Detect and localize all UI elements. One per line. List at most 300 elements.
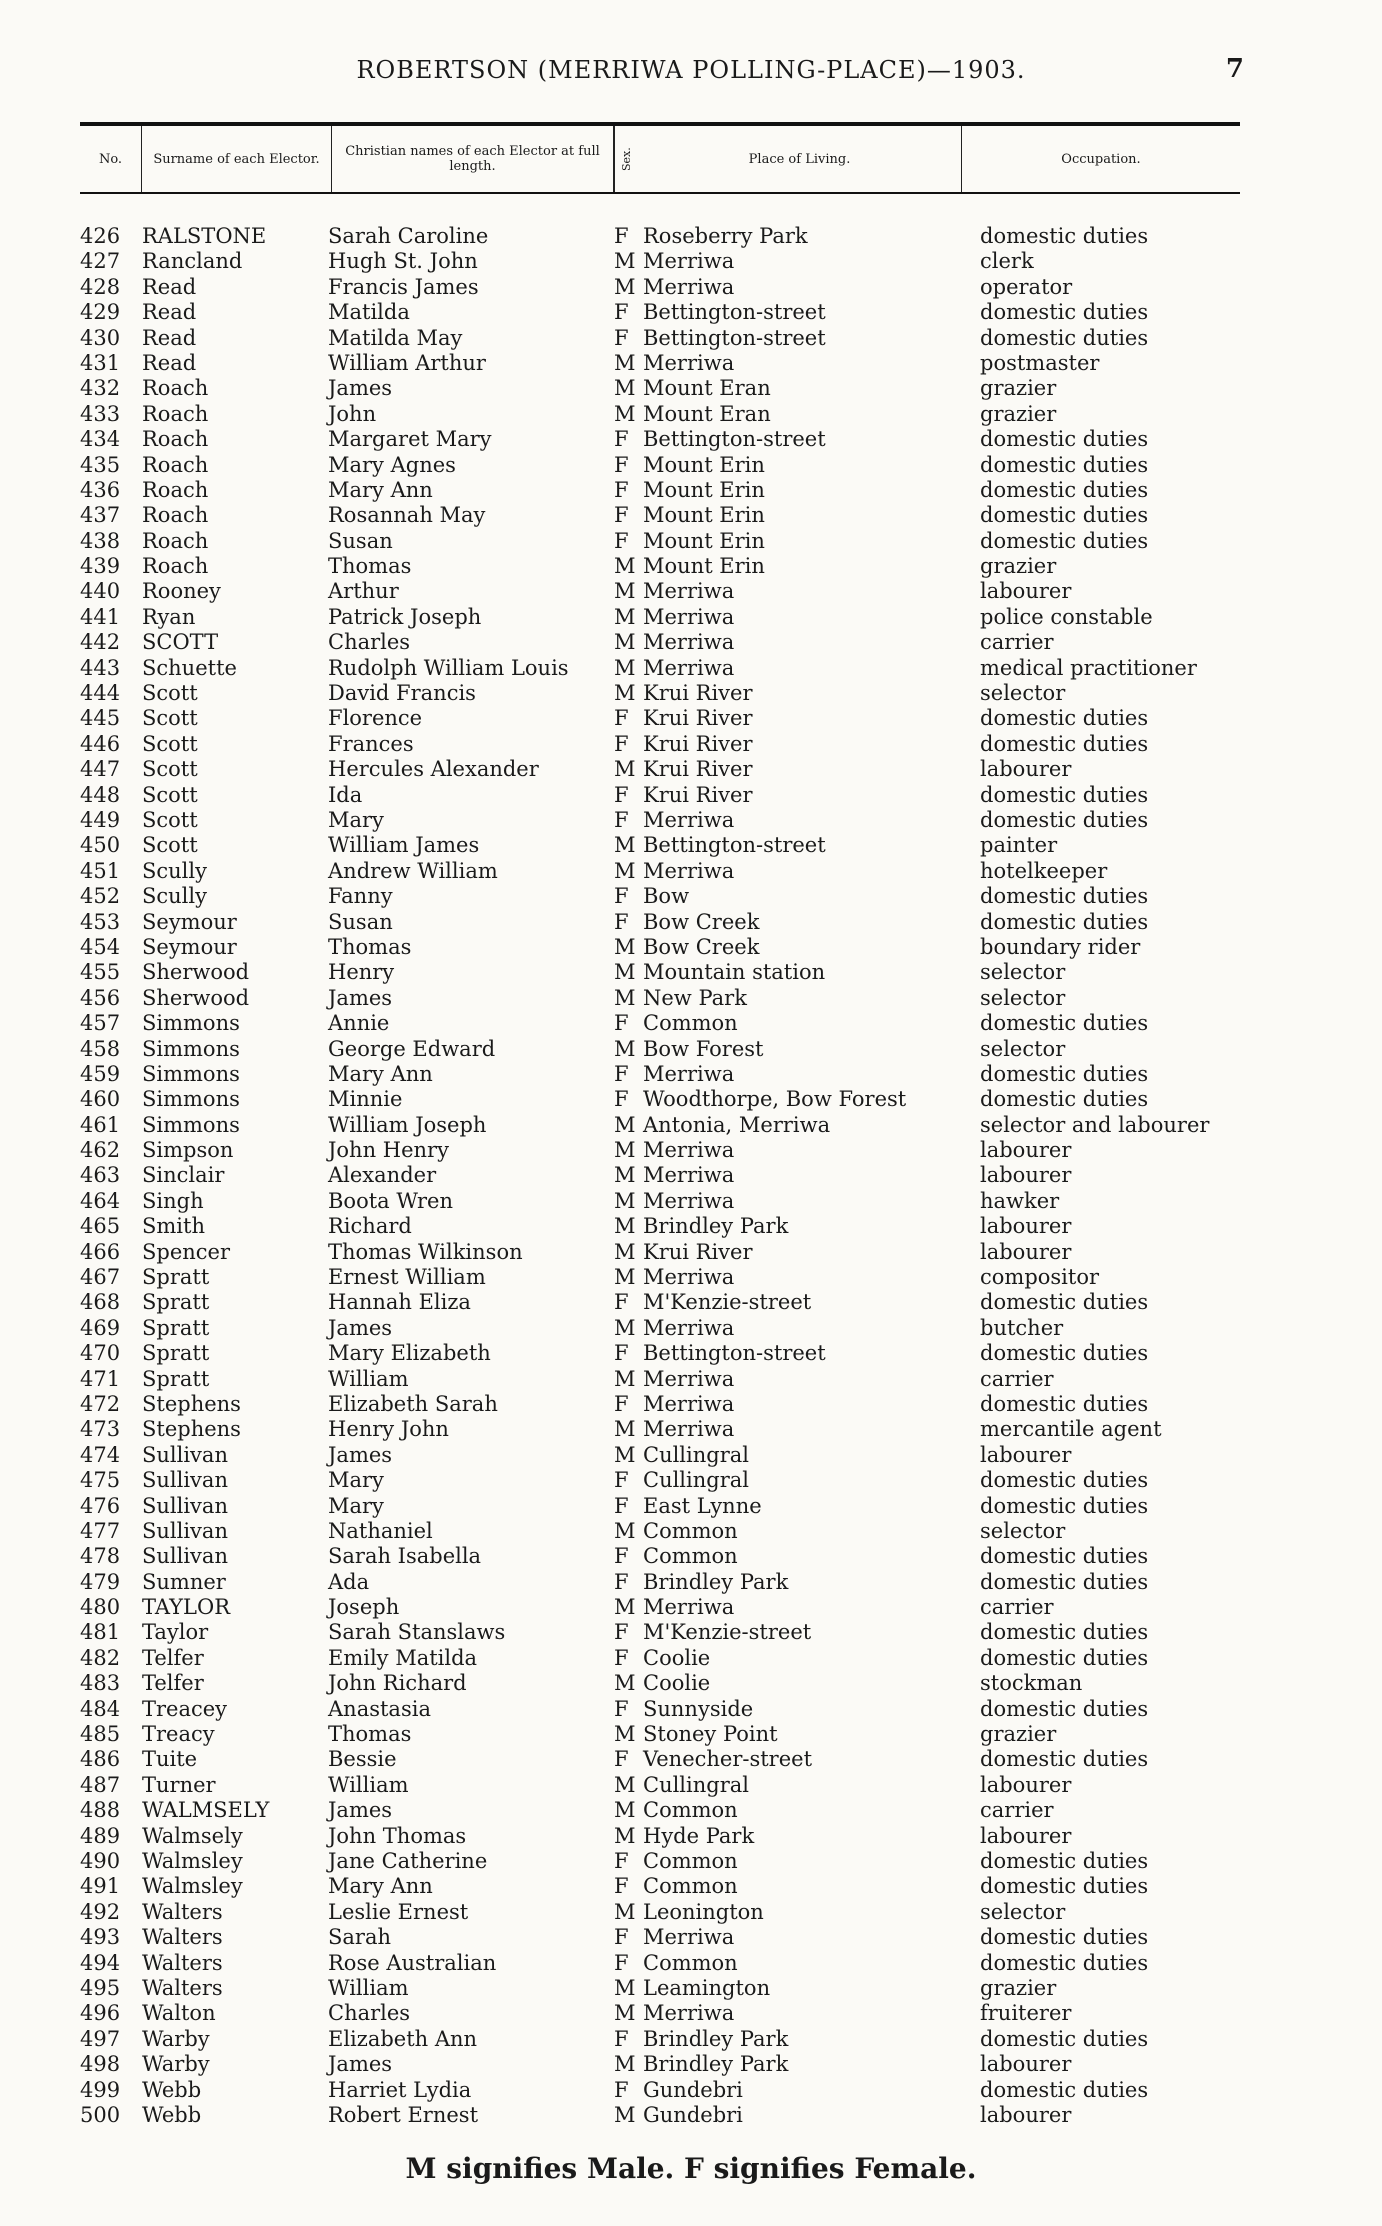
elector-christian-names: Henry John [328,1417,449,1442]
table-row [80,757,1260,782]
elector-surname: Read [142,300,197,325]
elector-christian-names: Matilda [328,300,410,325]
elector-surname: Warby [142,2026,210,2051]
elector-place: Merriwa [643,1417,735,1442]
elector-sex: M [614,1975,636,2000]
elector-surname: Spratt [142,1265,210,1290]
elector-christian-names: James [328,376,393,401]
elector-occupation: hotelkeeper [980,858,1108,883]
elector-number: 486 [80,1747,121,1772]
elector-sex: M [614,985,636,1010]
elector-occupation: selector and labourer [980,1112,1210,1137]
elector-number: 432 [80,376,121,401]
elector-christian-names: Thomas [328,1722,412,1747]
elector-number: 434 [80,427,121,452]
elector-place: Stoney Point [643,1722,778,1747]
elector-occupation: selector [980,985,1066,1010]
elector-occupation: domestic duties [980,2026,1149,2051]
table-row [80,1443,1260,1468]
table-row [80,935,1260,960]
elector-number: 472 [80,1391,121,1416]
table-row [80,681,1260,706]
column-header-place: Place of Living. [638,126,962,192]
elector-place: Merriwa [643,807,735,832]
elector-surname: Ryan [142,604,196,629]
elector-number: 464 [80,1188,121,1213]
elector-surname: Webb [142,2102,202,2127]
elector-christian-names: Matilda May [328,325,463,350]
elector-surname: Stephens [142,1417,241,1442]
elector-occupation: labourer [980,579,1072,604]
elector-number: 467 [80,1265,121,1290]
elector-occupation: stockman [980,1671,1083,1696]
table-row [80,1595,1260,1620]
elector-christian-names: Elizabeth Ann [328,2026,478,2051]
elector-surname: Walters [142,1925,223,1950]
elector-sex: M [614,681,636,706]
elector-christian-names: Hercules Alexander [328,757,539,782]
elector-sex: F [614,1290,629,1315]
elector-occupation: domestic duties [980,1544,1149,1569]
elector-surname: Roach [142,477,209,502]
elector-sex: M [614,604,636,629]
elector-christian-names: William [328,1975,409,2000]
elector-sex: F [614,2026,629,2051]
elector-number: 484 [80,1696,121,1721]
elector-christian-names: Hannah Eliza [328,1290,471,1315]
elector-place: Merriwa [643,1265,735,1290]
elector-occupation: mercantile agent [980,1417,1162,1442]
elector-sex: M [614,1442,636,1467]
elector-number: 442 [80,630,121,655]
elector-surname: Roach [142,452,209,477]
elector-surname: Scully [142,858,207,883]
elector-christian-names: Fanny [328,884,393,909]
elector-sex: M [614,249,636,274]
elector-number: 447 [80,757,121,782]
elector-number: 498 [80,2052,121,2077]
elector-place: Brindley Park [643,2052,789,2077]
elector-place: Merriwa [643,1188,735,1213]
elector-surname: Sherwood [142,960,250,985]
elector-surname: Schuette [142,655,237,680]
elector-number: 492 [80,1899,121,1924]
elector-occupation: domestic duties [980,1849,1149,1873]
table-row [80,960,1260,985]
elector-place: Krui River [643,681,753,706]
elector-sex: M [614,934,636,959]
elector-occupation: labourer [980,1823,1072,1848]
elector-place: Mountain station [643,960,826,985]
elector-occupation: domestic duties [980,1645,1149,1670]
elector-place: Merriwa [643,858,735,883]
elector-surname: Tuite [142,1747,198,1772]
elector-christian-names: William Arthur [328,350,486,375]
elector-occupation: carrier [980,1595,1054,1620]
elector-surname: Treacy [142,1722,215,1747]
elector-place: Common [643,1011,738,1036]
elector-sex: M [614,1722,636,1747]
elector-occupation: domestic duties [980,1696,1149,1721]
elector-surname: Scott [142,681,198,706]
table-row [80,249,1260,274]
table-row [80,1240,1260,1265]
elector-number: 499 [80,2077,121,2102]
elector-sex: F [614,2077,629,2102]
elector-place: Krui River [643,731,753,756]
elector-sex: F [614,1874,629,1899]
elector-occupation: domestic duties [980,1747,1149,1772]
elector-place: Venecher-street [643,1747,813,1772]
elector-christian-names: Mary Ann [328,1874,433,1899]
elector-place: Merriwa [643,2001,735,2026]
elector-place: Coolie [643,1645,711,1670]
elector-christian-names: John Richard [328,1671,467,1696]
elector-surname: Sumner [142,1569,226,1594]
table-row [80,1341,1260,1366]
elector-surname: Sullivan [142,1544,228,1569]
elector-sex: F [614,1925,629,1950]
elector-christian-names: Alexander [328,1163,437,1188]
elector-number: 428 [80,274,121,299]
elector-christian-names: Thomas [328,934,412,959]
elector-surname: Roach [142,427,209,452]
elector-sex: F [614,427,629,452]
elector-occupation: grazier [980,1722,1057,1747]
elector-list [80,224,1260,2128]
elector-place: Bow [643,884,690,909]
elector-christian-names: Florence [328,706,423,731]
elector-place: Merriwa [643,350,735,375]
elector-christian-names: Hugh St. John [328,249,478,274]
elector-number: 500 [80,2102,121,2127]
elector-place: Mount Erin [643,528,765,553]
elector-number: 488 [80,1798,121,1823]
elector-christian-names: Susan [328,528,393,553]
table-row [80,1646,1260,1671]
elector-surname: Spratt [142,1341,210,1366]
elector-place: Woodthorpe, Bow Forest [643,1087,907,1112]
table-row [80,2001,1260,2026]
elector-number: 441 [80,604,121,629]
elector-christian-names: Charles [328,630,411,655]
elector-sex: M [614,1417,636,1442]
elector-sex: M [614,1214,636,1239]
table-row [80,1113,1260,1138]
elector-sex: F [614,224,629,248]
elector-number: 470 [80,1341,121,1366]
elector-number: 468 [80,1290,121,1315]
elector-occupation: labourer [980,757,1072,782]
elector-number: 495 [80,1975,121,2000]
elector-place: Brindley Park [643,2026,789,2051]
elector-number: 487 [80,1772,121,1797]
elector-place: Bettington-street [643,1341,826,1366]
elector-number: 444 [80,681,121,706]
elector-surname: Read [142,274,197,299]
elector-place: Merriwa [643,1061,735,1086]
table-row [80,1925,1260,1950]
elector-number: 479 [80,1569,121,1594]
elector-surname: Scott [142,807,198,832]
elector-surname: Scott [142,782,198,807]
elector-occupation: fruiterer [980,2001,1072,2026]
elector-christian-names: Mary Elizabeth [328,1341,491,1366]
table-row [80,427,1260,452]
table-row [80,1697,1260,1722]
elector-surname: Spratt [142,1366,210,1391]
page-header [0,52,1382,92]
elector-sex: F [614,1544,629,1569]
elector-place: Common [643,1544,738,1569]
table-row [80,1722,1260,1747]
column-header-surname: Surname of each Elector. [142,126,332,192]
elector-surname: Taylor [142,1620,209,1645]
elector-surname: RALSTONE [142,224,267,248]
elector-christian-names: Leslie Ernest [328,1899,469,1924]
page-title: ROBERTSON (MERRIWA POLLING-PLACE)—1903. [356,56,1026,84]
table-row [80,1519,1260,1544]
elector-occupation: domestic duties [980,528,1149,553]
column-header-christian-names: Christian names of each Elector at full length. [332,126,614,192]
elector-sex: M [614,2052,636,2077]
elector-surname: Scully [142,884,207,909]
table-row [80,1417,1260,1442]
table-row [80,859,1260,884]
table-row [80,2027,1260,2052]
elector-number: 478 [80,1544,121,1569]
elector-occupation: labourer [980,2102,1072,2127]
elector-number: 476 [80,1493,121,1518]
table-row [80,326,1260,351]
elector-sex: M [614,350,636,375]
table-row [80,351,1260,376]
elector-number: 427 [80,249,121,274]
elector-surname: Treacey [142,1696,228,1721]
elector-place: Krui River [643,1239,753,1264]
elector-surname: Spratt [142,1290,210,1315]
elector-christian-names: Frances [328,731,414,756]
elector-occupation: carrier [980,1366,1054,1391]
elector-place: East Lynne [643,1493,762,1518]
elector-number: 497 [80,2026,121,2051]
elector-number: 450 [80,833,121,858]
elector-surname: Simmons [142,1112,240,1137]
elector-number: 449 [80,807,121,832]
elector-sex: M [614,1112,636,1137]
elector-number: 456 [80,985,121,1010]
table-row [80,783,1260,808]
elector-number: 436 [80,477,121,502]
elector-occupation: carrier [980,1798,1054,1823]
elector-place: Merriwa [643,1595,735,1620]
elector-place: Mount Erin [643,503,765,528]
table-row [80,1671,1260,1696]
elector-number: 481 [80,1620,121,1645]
elector-christian-names: Ida [328,782,363,807]
elector-sex: F [614,909,629,934]
elector-number: 440 [80,579,121,604]
elector-occupation: domestic duties [980,325,1149,350]
elector-number: 453 [80,909,121,934]
table-row [80,554,1260,579]
elector-occupation: labourer [980,2052,1072,2077]
elector-christian-names: William [328,1772,409,1797]
elector-surname: Walmsely [142,1823,243,1848]
elector-number: 435 [80,452,121,477]
elector-surname: Walton [142,2001,216,2026]
elector-sex: F [614,1468,629,1493]
elector-occupation: clerk [980,249,1034,274]
elector-occupation: selector [980,1036,1066,1061]
elector-number: 469 [80,1315,121,1340]
elector-sex: F [614,1569,629,1594]
elector-christian-names: James [328,1315,393,1340]
elector-sex: M [614,2102,636,2127]
elector-christian-names: James [328,985,393,1010]
elector-sex: F [614,503,629,528]
elector-christian-names: Henry [328,960,395,985]
table-row [80,1392,1260,1417]
elector-christian-names: Joseph [328,1595,400,1620]
elector-surname: Simmons [142,1011,240,1036]
elector-sex: M [614,833,636,858]
elector-christian-names: William James [328,833,480,858]
elector-sex: M [614,655,636,680]
elector-number: 457 [80,1011,121,1036]
elector-occupation: hawker [980,1188,1060,1213]
elector-surname: WALMSELY [142,1798,270,1823]
elector-sex: M [614,757,636,782]
elector-place: Hyde Park [643,1823,755,1848]
elector-number: 426 [80,224,121,248]
elector-surname: Scott [142,757,198,782]
elector-place: Bow Forest [643,1036,764,1061]
elector-christian-names: Francis James [328,274,479,299]
elector-place: Leamington [643,1975,771,2000]
table-row [80,1290,1260,1315]
elector-number: 490 [80,1849,121,1873]
elector-sex: F [614,706,629,731]
elector-occupation: postmaster [980,350,1100,375]
elector-christian-names: Thomas [328,554,412,579]
elector-place: Bettington-street [643,833,826,858]
elector-occupation: domestic duties [980,1950,1149,1975]
table-row [80,1367,1260,1392]
elector-sex: M [614,1265,636,1290]
elector-surname: Walmsley [142,1849,243,1873]
table-row [80,1468,1260,1493]
elector-christian-names: David Francis [328,681,476,706]
elector-christian-names: Margaret Mary [328,427,492,452]
elector-occupation: labourer [980,1772,1072,1797]
table-row [80,503,1260,528]
elector-surname: Read [142,325,197,350]
elector-surname: Singh [142,1188,204,1213]
table-row [80,2103,1260,2128]
elector-place: M'Kenzie-street [643,1290,812,1315]
elector-sex: F [614,325,629,350]
elector-occupation: domestic duties [980,782,1149,807]
elector-place: Bettington-street [643,300,826,325]
elector-christian-names: Emily Matilda [328,1645,478,1670]
elector-sex: F [614,1011,629,1036]
elector-number: 451 [80,858,121,883]
elector-sex: F [614,300,629,325]
elector-number: 445 [80,706,121,731]
column-header-occupation: Occupation. [1061,151,1141,167]
table-row [80,910,1260,935]
elector-sex: M [614,1772,636,1797]
elector-christian-names: Arthur [328,579,399,604]
elector-number: 460 [80,1087,121,1112]
table-row [80,2078,1260,2103]
elector-occupation: medical practitioner [980,655,1197,680]
elector-surname: Seymour [142,934,237,959]
elector-number: 466 [80,1239,121,1264]
elector-number: 431 [80,350,121,375]
table-row [80,478,1260,503]
elector-christian-names: Elizabeth Sarah [328,1391,498,1416]
table-row [80,1316,1260,1341]
elector-christian-names: Sarah Isabella [328,1544,482,1569]
table-row [80,1265,1260,1290]
elector-place: Merriwa [643,274,735,299]
table-row [80,1163,1260,1188]
elector-christian-names: Charles [328,2001,411,2026]
elector-surname: Rooney [142,579,221,604]
elector-christian-names: Ada [328,1569,370,1594]
table-row [80,706,1260,731]
sex-legend-note: M signifies Male. F signifies Female. [405,2152,977,2185]
elector-christian-names: Minnie [328,1087,403,1112]
elector-surname: Roach [142,401,209,426]
elector-christian-names: Rosannah May [328,503,486,528]
elector-surname: Sinclair [142,1163,225,1188]
table-row [80,376,1260,401]
elector-place: Cullingral [643,1772,749,1797]
elector-place: Common [643,1849,738,1873]
elector-surname: Simmons [142,1061,240,1086]
elector-sex: F [614,1645,629,1670]
elector-occupation: domestic duties [980,477,1149,502]
elector-place: Bow Creek [643,909,760,934]
elector-sex: F [614,807,629,832]
elector-surname: Scott [142,833,198,858]
elector-surname: Rancland [142,249,243,274]
elector-surname: Walters [142,1899,223,1924]
elector-number: 455 [80,960,121,985]
column-header-sex: Sex. [614,126,638,192]
elector-christian-names: Harriet Lydia [328,2077,472,2102]
elector-sex: M [614,401,636,426]
table-row [80,1798,1260,1823]
elector-surname: Roach [142,554,209,579]
elector-surname: Warby [142,2052,210,2077]
elector-occupation: police constable [980,604,1153,629]
elector-sex: M [614,1518,636,1543]
elector-place: Mount Erin [643,477,765,502]
elector-christian-names: Mary [328,807,384,832]
elector-number: 443 [80,655,121,680]
elector-sex: F [614,1950,629,1975]
elector-occupation: domestic duties [980,909,1149,934]
elector-sex: F [614,884,629,909]
elector-surname: Scott [142,706,198,731]
elector-number: 461 [80,1112,121,1137]
elector-number: 474 [80,1442,121,1467]
elector-place: Gundebri [643,2077,743,2102]
